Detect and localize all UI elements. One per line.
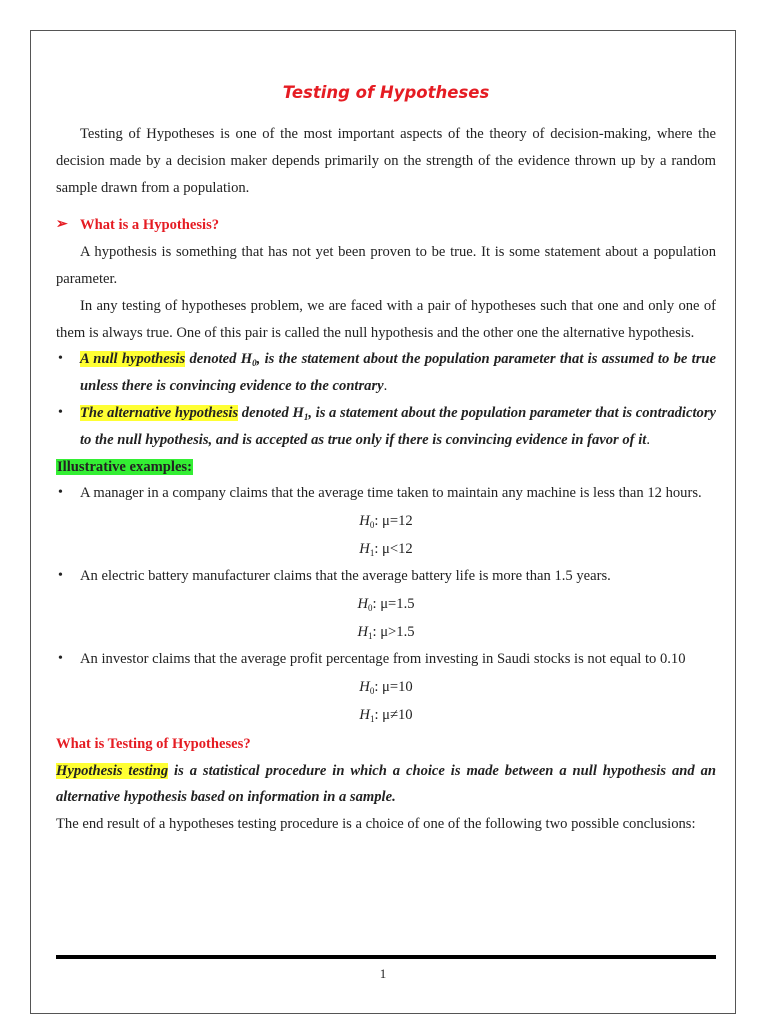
formula-h1: [56, 535, 716, 563]
example-item: [56, 646, 716, 673]
formula-expression: : μ=10: [374, 678, 413, 695]
bullet-dot-icon: •: [58, 650, 63, 666]
example-text: An electric battery manufacturer claims that the average battery life is more than 1.5 years.: [80, 568, 611, 585]
example-text: A manager in a company claims that the average time taken to maintain any machine is less than 12 hours.: [80, 485, 702, 502]
page-number: 1: [379, 966, 387, 981]
bullet-dot-icon: •: [58, 568, 63, 584]
formula-subscript: 1: [369, 713, 375, 724]
page-title: Testing of Hypotheses: [282, 83, 490, 102]
alternative-hypothesis-definition: , is a statement about the population parameter that is contradictory to the null hypothesis, and is accepted as true only if there is convincing evidence in favor of it: [80, 404, 716, 448]
bullet-null-hypothesis: [56, 346, 716, 400]
alternative-hypothesis-term: The alternative hypothesis: [80, 404, 239, 421]
example-item: [56, 480, 716, 507]
examples-heading-row: [56, 454, 716, 481]
alternative-hypothesis-subscript: 1: [303, 411, 309, 422]
alternative-hypothesis-denoted: denoted H: [238, 404, 304, 421]
formula-subscript: 1: [368, 630, 373, 641]
bullet-alternative-hypothesis: [56, 400, 716, 454]
conclusion-paragraph: The end result of a hypotheses testing procedure is a choice of one of the following two possible conclusions:: [56, 816, 696, 833]
footer-divider: [56, 955, 716, 959]
formula-expression: : μ≠10: [374, 706, 413, 723]
formula-h1: [56, 618, 716, 646]
formula-expression: : μ<12: [374, 541, 413, 558]
null-hypothesis-denoted: denoted H: [185, 351, 253, 368]
hypothesis-testing-text: is a statistical procedure in which a choice is made between a null hypothesis and an alternative hypothesis based on information in a sample.: [56, 762, 716, 806]
formula-subscript: 0: [369, 685, 375, 696]
arrow-bullet-icon: ➢: [56, 217, 68, 233]
formula-h-letter: H: [357, 595, 369, 612]
bullet-dot-icon: •: [58, 485, 63, 501]
alternative-hypothesis-end: .: [646, 431, 650, 448]
formula-subscript: 1: [369, 548, 375, 559]
formula-h-letter: H: [357, 623, 369, 640]
hypothesis-testing-definition: [56, 758, 716, 812]
section-heading-hypothesis: [56, 212, 716, 239]
hypothesis-testing-term: Hypothesis testing: [56, 762, 169, 779]
formula-h0: [56, 590, 716, 618]
formula-h1: [56, 701, 716, 729]
formula-subscript: 0: [369, 520, 375, 531]
formula-h-letter: H: [359, 678, 370, 695]
formula-expression: : μ=1.5: [372, 595, 415, 612]
formula-h0: [56, 673, 716, 701]
formula-h-letter: H: [359, 513, 370, 530]
null-hypothesis-end: .: [383, 378, 388, 395]
bullet-dot-icon: •: [58, 351, 63, 367]
formula-h-letter: H: [359, 541, 370, 558]
section-heading-text: What is a Hypothesis?: [80, 217, 220, 234]
formula-h0: [56, 507, 716, 535]
document-page: [30, 30, 736, 1014]
example-item: [56, 563, 716, 590]
section-heading-testing: What is Testing of Hypotheses?: [56, 735, 251, 752]
formula-expression: : μ>1.5: [372, 623, 415, 640]
formula-expression: : μ=12: [374, 513, 413, 530]
examples-heading: Illustrative examples:: [57, 458, 192, 475]
example-text: An investor claims that the average profit percentage from investing in Saudi stocks is not equal to 0.10: [80, 650, 686, 667]
hypothesis-paragraph-2: In any testing of hypotheses problem, we are faced with a pair of hypotheses such that one and only one of them is always true. One of this pair is called the null hypothesis and the other one the alternative hypothesis.: [56, 297, 716, 341]
intro-paragraph: Testing of Hypotheses is one of the most important aspects of the theory of decision-making, where the decision made by a decision maker depends primarily on the strength of the evidence thrown up by a random sample drawn from a population.: [56, 126, 716, 196]
null-hypothesis-term: A null hypothesis: [80, 351, 186, 368]
formula-h-letter: H: [359, 706, 370, 723]
null-hypothesis-definition: , is the statement about the population parameter that is assumed to be true unless there is convincing evidence to the contrary: [80, 351, 716, 395]
bullet-dot-icon: •: [58, 404, 63, 420]
hypothesis-paragraph-1: A hypothesis is something that has not yet been proven to be true. It is some statement about a population parameter.: [56, 244, 716, 287]
null-hypothesis-subscript: 0: [252, 358, 257, 369]
page-content: [56, 81, 716, 838]
formula-subscript: 0: [368, 602, 373, 613]
